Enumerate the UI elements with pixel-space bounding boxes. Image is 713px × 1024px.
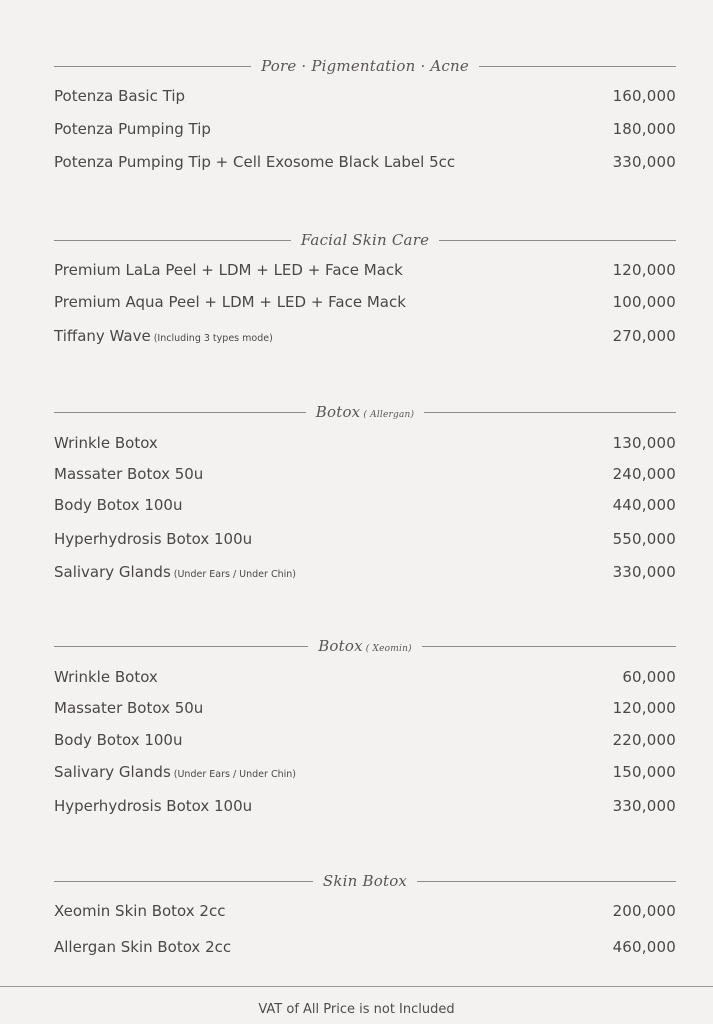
price-row (54, 938, 676, 956)
item-note: (Under Ears / Under Chin) (173, 769, 296, 780)
price-row (54, 87, 676, 105)
footer-divider (0, 986, 713, 987)
item-name: Potenza Basic Tip (54, 87, 186, 105)
price-row (54, 902, 676, 920)
item-name: Salivary Glands (Under Ears / Under Chin) (54, 763, 296, 781)
item-note: (Including 3 types mode) (153, 333, 273, 344)
section-header-pore-pigmentation-acne (54, 56, 676, 76)
price-row (54, 261, 676, 279)
price-row (54, 327, 676, 345)
item-name: Massater Botox 50u (54, 699, 204, 717)
item-price: 330,000 (612, 153, 676, 171)
item-name: Body Botox 100u (54, 496, 183, 514)
divider-line (417, 881, 676, 882)
item-price: 240,000 (612, 465, 676, 483)
item-price: 180,000 (612, 120, 676, 138)
item-price: 550,000 (612, 530, 676, 548)
item-price: 150,000 (612, 763, 676, 781)
price-row (54, 699, 676, 717)
item-price: 160,000 (612, 87, 676, 105)
vat-notice: VAT of All Price is not Included (258, 1002, 455, 1017)
price-row (54, 120, 676, 138)
item-name: Allergan Skin Botox 2cc (54, 938, 232, 956)
divider-line (54, 881, 313, 882)
item-name: Hyperhydrosis Botox 100u (54, 797, 253, 815)
item-name: Potenza Pumping Tip (54, 120, 211, 138)
item-price: 440,000 (612, 496, 676, 514)
section-subtitle: ( Xeomin) (365, 644, 412, 654)
item-note: (Under Ears / Under Chin) (173, 569, 296, 580)
divider-line (54, 66, 251, 67)
section-header-botox-allergan (54, 402, 676, 422)
divider-line (439, 240, 676, 241)
item-price: 120,000 (612, 699, 676, 717)
price-row (54, 293, 676, 311)
item-price: 200,000 (612, 902, 676, 920)
item-price: 330,000 (612, 563, 676, 581)
item-name: Xeomin Skin Botox 2cc (54, 902, 226, 920)
price-row (54, 731, 676, 749)
price-row (54, 668, 676, 686)
item-price: 100,000 (612, 293, 676, 311)
item-price: 60,000 (622, 668, 676, 686)
section-title: Skin Botox (322, 872, 408, 890)
section-title: Botox ( Xeomin) (318, 637, 412, 655)
section-header-facial-skin-care (54, 230, 676, 250)
price-row (54, 465, 676, 483)
divider-line (479, 66, 676, 67)
item-name: Massater Botox 50u (54, 465, 204, 483)
item-name: Hyperhydrosis Botox 100u (54, 530, 253, 548)
price-row (54, 797, 676, 815)
price-row (54, 530, 676, 548)
price-row (54, 496, 676, 514)
section-title: Facial Skin Care (300, 231, 430, 249)
divider-line (54, 412, 306, 413)
divider-line (54, 240, 291, 241)
item-name: Body Botox 100u (54, 731, 183, 749)
item-name: Tiffany Wave (Including 3 types mode) (54, 327, 273, 345)
item-name: Premium LaLa Peel + LDM + LED + Face Mack (54, 261, 403, 279)
item-price: 130,000 (612, 434, 676, 452)
section-header-skin-botox (54, 871, 676, 891)
divider-line (424, 412, 676, 413)
item-price: 460,000 (612, 938, 676, 956)
item-price: 120,000 (612, 261, 676, 279)
item-price: 330,000 (612, 797, 676, 815)
price-row (54, 434, 676, 452)
price-row (54, 563, 676, 581)
item-price: 220,000 (612, 731, 676, 749)
item-name: Potenza Pumping Tip + Cell Exosome Black Label 5cc (54, 153, 456, 171)
item-name: Wrinkle Botox (54, 434, 158, 452)
item-name: Wrinkle Botox (54, 668, 158, 686)
price-row (54, 763, 676, 781)
item-name: Salivary Glands (Under Ears / Under Chin) (54, 563, 296, 581)
divider-line (422, 646, 676, 647)
section-title: Pore · Pigmentation · Acne (261, 57, 469, 75)
price-row (54, 153, 676, 171)
section-header-botox-xeomin (54, 636, 676, 656)
section-title: Botox ( Allergan) (315, 403, 415, 421)
section-subtitle: ( Allergan) (363, 410, 415, 420)
item-price: 270,000 (612, 327, 676, 345)
divider-line (54, 646, 308, 647)
item-name: Premium Aqua Peel + LDM + LED + Face Mack (54, 293, 406, 311)
